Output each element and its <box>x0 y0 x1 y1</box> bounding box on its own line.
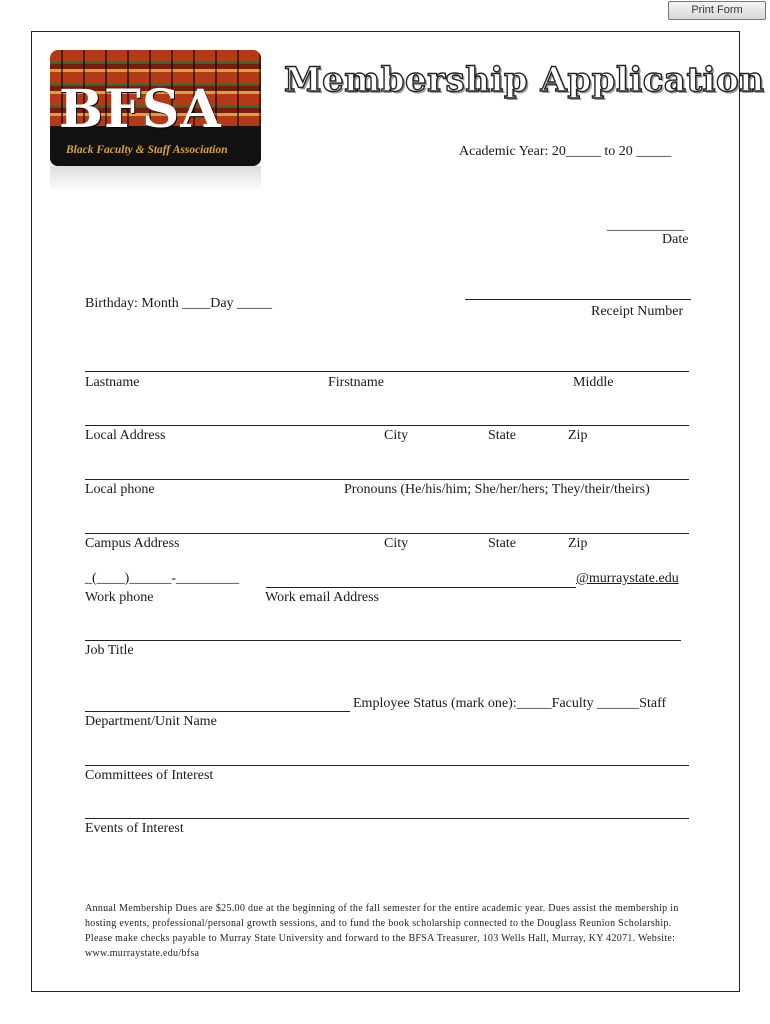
bfsa-logo <box>50 50 261 166</box>
date-label: Date <box>662 232 689 247</box>
logo-subtitle: Black Faculty & Staff Association <box>66 144 228 156</box>
logo-reflection <box>50 166 261 192</box>
academic-year-field[interactable]: Academic Year: 20_____ to 20 _____ <box>459 144 672 159</box>
department-label: Department/Unit Name <box>85 714 217 729</box>
local-phone-label: Local phone <box>85 482 155 497</box>
pronouns-label: Pronouns (He/his/him; She/her/hers; They/their/theirs) <box>344 482 650 497</box>
page-title: Membership Application <box>284 60 765 100</box>
department-line[interactable] <box>85 711 350 712</box>
campus-state-label: State <box>488 536 516 551</box>
events-line[interactable] <box>85 818 689 819</box>
job-title-line[interactable] <box>85 640 681 641</box>
campus-zip-label: Zip <box>568 536 588 551</box>
logo-letters: BFSA <box>59 79 222 140</box>
name-line[interactable] <box>85 371 689 372</box>
receipt-number-label: Receipt Number <box>591 304 684 319</box>
middle-label: Middle <box>573 375 614 390</box>
events-label: Events of Interest <box>85 821 184 836</box>
local-city-label: City <box>384 428 409 443</box>
employee-status-field[interactable]: Employee Status (mark one):_____Faculty ______Staff <box>353 696 667 711</box>
work-email-line[interactable] <box>266 587 576 588</box>
committees-label: Committees of Interest <box>85 768 214 783</box>
membership-dues-note: Annual Membership Dues are $25.00 due at the beginning of the fall semester for the entire academic year. Dues assist the membership in hosting events, professional/personal growth sessions, and to fund the book scholarship connected to the Douglass Reunion Scholarship. Please make checks payable to Murray State University and forward to the BFSA Treasurer, 103 Wells Hall, Murray, KY 42071. Website: www.murraystate.edu/bfsa <box>85 903 679 959</box>
local-address-line[interactable] <box>85 425 689 426</box>
committees-line[interactable] <box>85 765 689 766</box>
receipt-number-line[interactable] <box>465 299 691 300</box>
work-email-label: Work email Address <box>265 590 379 605</box>
work-phone-label: Work phone <box>85 590 154 605</box>
birthday-field[interactable]: Birthday: Month ____Day _____ <box>85 296 273 311</box>
job-title-label: Job Title <box>85 643 134 658</box>
campus-address-label: Campus Address <box>85 536 180 551</box>
campus-city-label: City <box>384 536 409 551</box>
work-phone-blank[interactable]: _(____)______-_________ <box>85 571 239 586</box>
email-domain: @murraystate.edu <box>576 571 679 586</box>
firstname-label: Firstname <box>328 375 384 390</box>
lastname-label: Lastname <box>85 375 140 390</box>
local-zip-label: Zip <box>568 428 588 443</box>
local-phone-line[interactable] <box>85 479 689 480</box>
print-form-button[interactable]: Print Form <box>668 1 766 20</box>
local-state-label: State <box>488 428 516 443</box>
campus-address-line[interactable] <box>85 533 689 534</box>
local-address-label: Local Address <box>85 428 166 443</box>
date-blank[interactable]: ___________ <box>607 218 684 233</box>
